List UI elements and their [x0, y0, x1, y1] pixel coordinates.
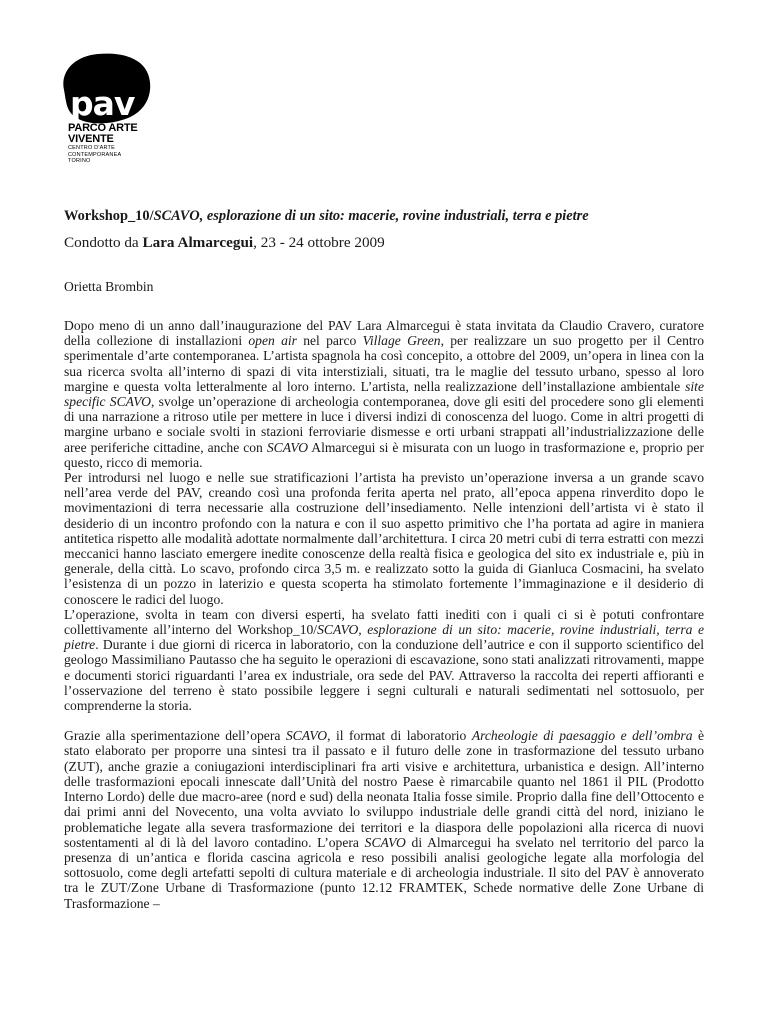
text-run: Grazie alla sperimentazione dell’opera [64, 728, 286, 744]
logo-caption [68, 123, 138, 165]
subtitle-prefix: Condotto da [64, 234, 143, 251]
italic-run: Village Green [362, 333, 441, 349]
author-name: Orietta Brombin [64, 279, 154, 294]
italic-run: SCAVO [364, 834, 406, 850]
logo-line-5: TORINO [68, 158, 91, 164]
subtitle-dates: , 23 - 24 ottobre 2009 [253, 234, 385, 251]
text-run: , svolge un’operazione di archeologia contemporanea, dove gli esiti del procedere sono gli elementi di una narrazione a ritroso utile per mettere in luce i diversi indizi di conoscenza del luogo. Come in altri progetti di margine urbano e sociale svolti in stazioni ferroviarie dismesse e orti urbani strappati all’industrializzazione delle aree periferiche cittadine, anche con [64, 394, 704, 455]
italic-run: Archeologie di paesaggio e dell’ombra [471, 728, 693, 744]
italic-run: SCAVO [285, 728, 328, 744]
title-italic: SCAVO, esplorazione di un sito: macerie, rovine industriali, terra e pietre [153, 208, 589, 224]
text-run: nel parco [296, 333, 363, 349]
logo-mark: pav [70, 84, 135, 123]
italic-run: SCAVO, esplorazione di un sito: macerie, rovine industriali, terra e pietre [64, 622, 704, 653]
paragraph-3 [64, 607, 704, 713]
text-run: . Durante i due giorni di ricerca in laboratorio, con la conduzione dell’autrice e con il supporto scientifico del geologo Massimiliano Pautasso che ha seguito le operazioni di escavazione, sono stati analizzati ritrovamenti, mappe e documenti storici riguardanti l’area ex industriale, ora sede del PAV. Attraverso la raccolta dei reperti affioranti e l’osservazione del terreno è stato possibile leggere i segni culturali e naturali sedimentati nel sottosuolo, per comprenderne la storia. [64, 637, 704, 714]
italic-run: site specific SCAVO [64, 378, 704, 410]
logo-line-3: CENTRO D'ARTE [68, 145, 115, 151]
logo-line-4: CONTEMPORANEA [68, 151, 122, 158]
paragraph-1 [64, 318, 704, 470]
subtitle-name: Lara Almarcegui [142, 234, 254, 251]
document-title [64, 208, 724, 225]
text-run: L’operazione, svolta in team con diversi esperti, ha svelato fatti inediti con i quali ci si è potuti confrontare collettivamente all’interno del Workshop_10/ [64, 606, 704, 638]
text-run: , il format di laboratorio [327, 728, 472, 744]
text-run: Dopo meno di un anno dall’inaugurazione del PAV Lara Almarcegui è stata invitata da Claudio Cravero, curatore della collezione di installazioni [64, 318, 704, 349]
document-subtitle [64, 234, 385, 252]
logo-line-1: PARCO ARTE [68, 122, 138, 134]
text-run: Per introdursi nel luogo e nelle sue stratificazioni l’artista ha previsto un’operazione inversa a un grande scavo nell’area verde del PAV, creando così una profonda ferita aperta nel prato, all’epoca appena rinverdito dopo le movimentazioni di terra necessarie alla costruzione dell’insediamento. Nelle intenzioni dell’artista vi è stato il desiderio di un incontro profondo con la natura e con il suo aspetto primitivo che l’ha portata ad agire in maniera antitetica rispetto alle modalità adottate normalmente dall’architettura. I circa 20 metri cubi di terra estratti con mezzi meccanici hanno lasciato emergere inedite conoscenze della realtà fisica e geologica del sito ex industriale e, più in generale, della città. Lo scavo, profondo circa 3,5 m. e realizzato sotto la guida di Gianluca Cosmacini, ha svelato l’esistenza di un pozzo in laterizio e questa scoperta ha stimolato fortemente l’immaginazione e il desiderio di conoscere le radici del luogo. [64, 470, 704, 607]
italic-run: open air [248, 333, 297, 349]
text-run: , per realizzare un suo progetto per il Centro sperimentale d’arte contemporanea. L’artista spagnola ha così concepito, a ottobre del 2009, un’opera in linea con la sua ricerca svolta all’interno di spazi di vita interstiziali, situati, tra le maglie del tessuto urbano, spesso al loro margine e questa volta letteralmente al loro interno. L’artista, nella realizzazione dell’installazione ambientale [64, 333, 704, 394]
italic-run: SCAVO [266, 439, 309, 455]
logo-line-2: VIVENTE [68, 133, 114, 145]
text-run: di Almarcegui ha svelato nel territorio del parco la presenza di un’antica e florida cascina agricola e reso possibili analisi geologiche legate alla morfologia del sottosuolo, come degli artefatti sepolti di cultura materiale e di archeologia industriale. Il sito del PAV è annoverato tra le ZUT/Zone Urbane di Trasformazione (punto 12.12 FRAMTEK, Schede normative delle Zone Urbane di Trasformazione – [64, 834, 704, 911]
paragraph-4 [64, 728, 704, 910]
title-prefix: Workshop_10/ [64, 208, 154, 224]
text-run: è stato elaborato per proporre una sintesi tra il passato e il futuro delle zone in trasformazione del tessuto urbano (ZUT), anche grazie a coniugazioni interdisciplinari fra arti visive e architettura, urbanistica e design. All’interno delle trasformazioni epocali innescate dall’Unità del nostro Paese è rimarcabile quanto nel 1861 il PIL (Prodotto Interno Lordo) delle due macro-aree (nord e sud) della neonata Italia fosse simile. Proprio dalla fine dell’Ottocento e dai primi anni del Novecento, una volta avviato lo sviluppo industriale delle grandi città del nord, iniziano le problematiche legate alla severa trasformazione dei territori e la diaspora delle popolazioni alla ricerca di nuovi sostentamenti al di là del lavoro contadino. L’opera [64, 728, 704, 850]
document-body [64, 318, 704, 911]
text-run: Almarcegui si è misurata con un luogo in trasformazione e, proprio per questo, ricco di memoria. [64, 439, 704, 470]
pav-logo [56, 52, 166, 177]
paragraph-2 [64, 470, 704, 607]
